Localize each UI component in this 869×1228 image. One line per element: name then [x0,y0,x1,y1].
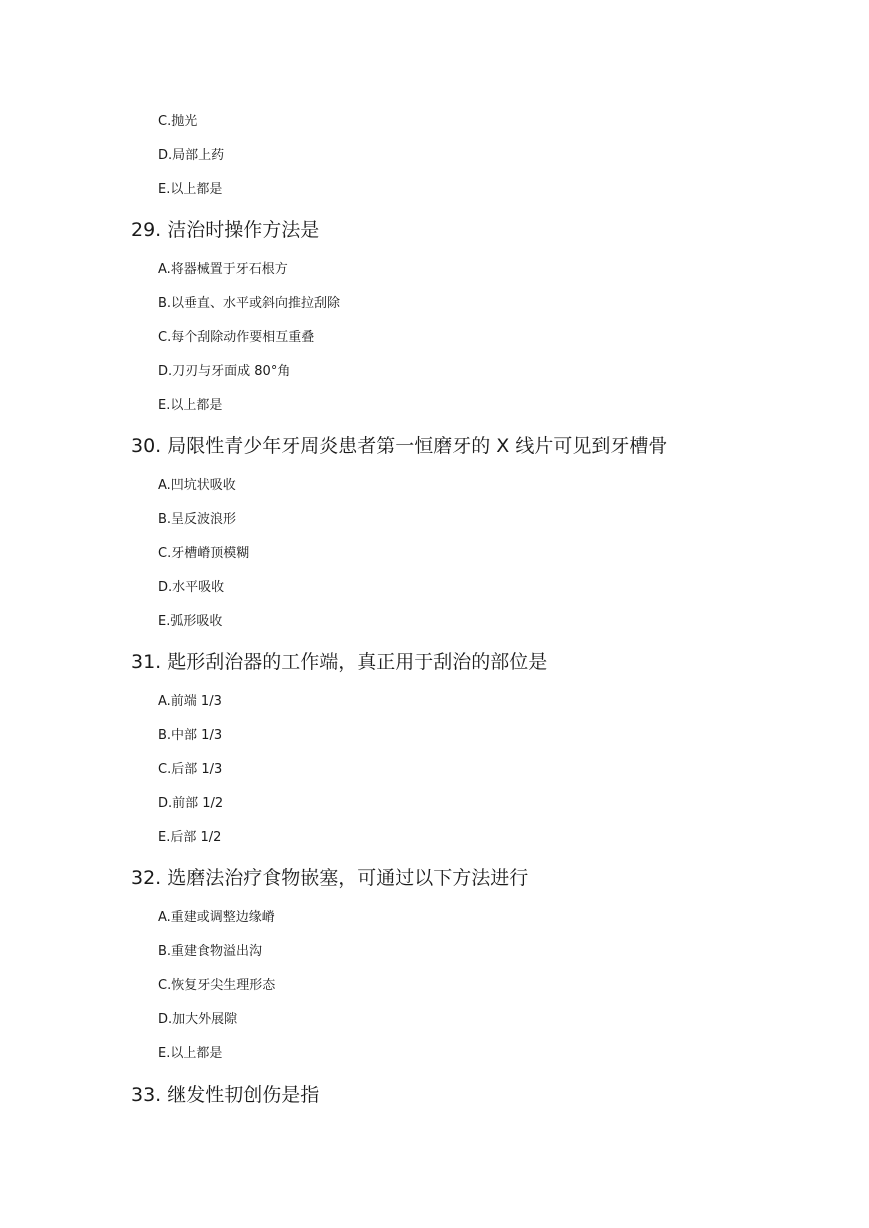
question-31-option-c: C.后部 1/3 [158,762,223,777]
question-31-option-a: A.前端 1/3 [158,694,222,709]
question-32-option-d: D.加大外展隙 [158,1012,238,1027]
question-29-option-e: E.以上都是 [158,398,223,413]
question-32-option-c: C.恢复牙尖生理形态 [158,978,276,993]
question-32-option-e: E.以上都是 [158,1046,223,1061]
question-29-stem: 29. 洁治时操作方法是 [131,219,320,241]
question-32-stem: 32. 选磨法治疗食物嵌塞，可通过以下方法进行 [131,867,529,889]
question-29-option-a: A.将器械置于牙石根方 [158,262,288,277]
question-31-option-d: D.前部 1/2 [158,796,224,811]
question-30-stem: 30. 局限性青少年牙周炎患者第一恒磨牙的 X 线片可见到牙槽骨 [131,435,668,457]
option-d: D.局部上药 [158,148,225,163]
question-30-option-d: D.水平吸收 [158,580,225,595]
question-31-option-e: E.后部 1/2 [158,830,222,845]
question-29-option-c: C.每个刮除动作要相互重叠 [158,330,315,345]
question-30-option-b: B.呈反波浪形 [158,512,237,527]
question-31-option-b: B.中部 1/3 [158,728,223,743]
question-30-option-e: E.弧形吸收 [158,614,223,629]
question-30-option-c: C.牙槽嵴顶模糊 [158,546,250,561]
question-32-option-b: B.重建食物溢出沟 [158,944,263,959]
question-29-option-b: B.以垂直、水平或斜向推拉刮除 [158,296,341,311]
question-30-option-a: A.凹坑状吸收 [158,478,236,493]
option-c: C.抛光 [158,114,198,129]
question-33-stem: 33. 继发性㓞创伤是指 [131,1084,320,1106]
option-e: E.以上都是 [158,182,223,197]
question-29-option-d: D.刀刃与牙面成 80°角 [158,364,291,379]
question-31-stem: 31. 匙形刮治器的工作端，真正用于刮治的部位是 [131,651,548,673]
question-32-option-a: A.重建或调整边缘嵴 [158,910,275,925]
